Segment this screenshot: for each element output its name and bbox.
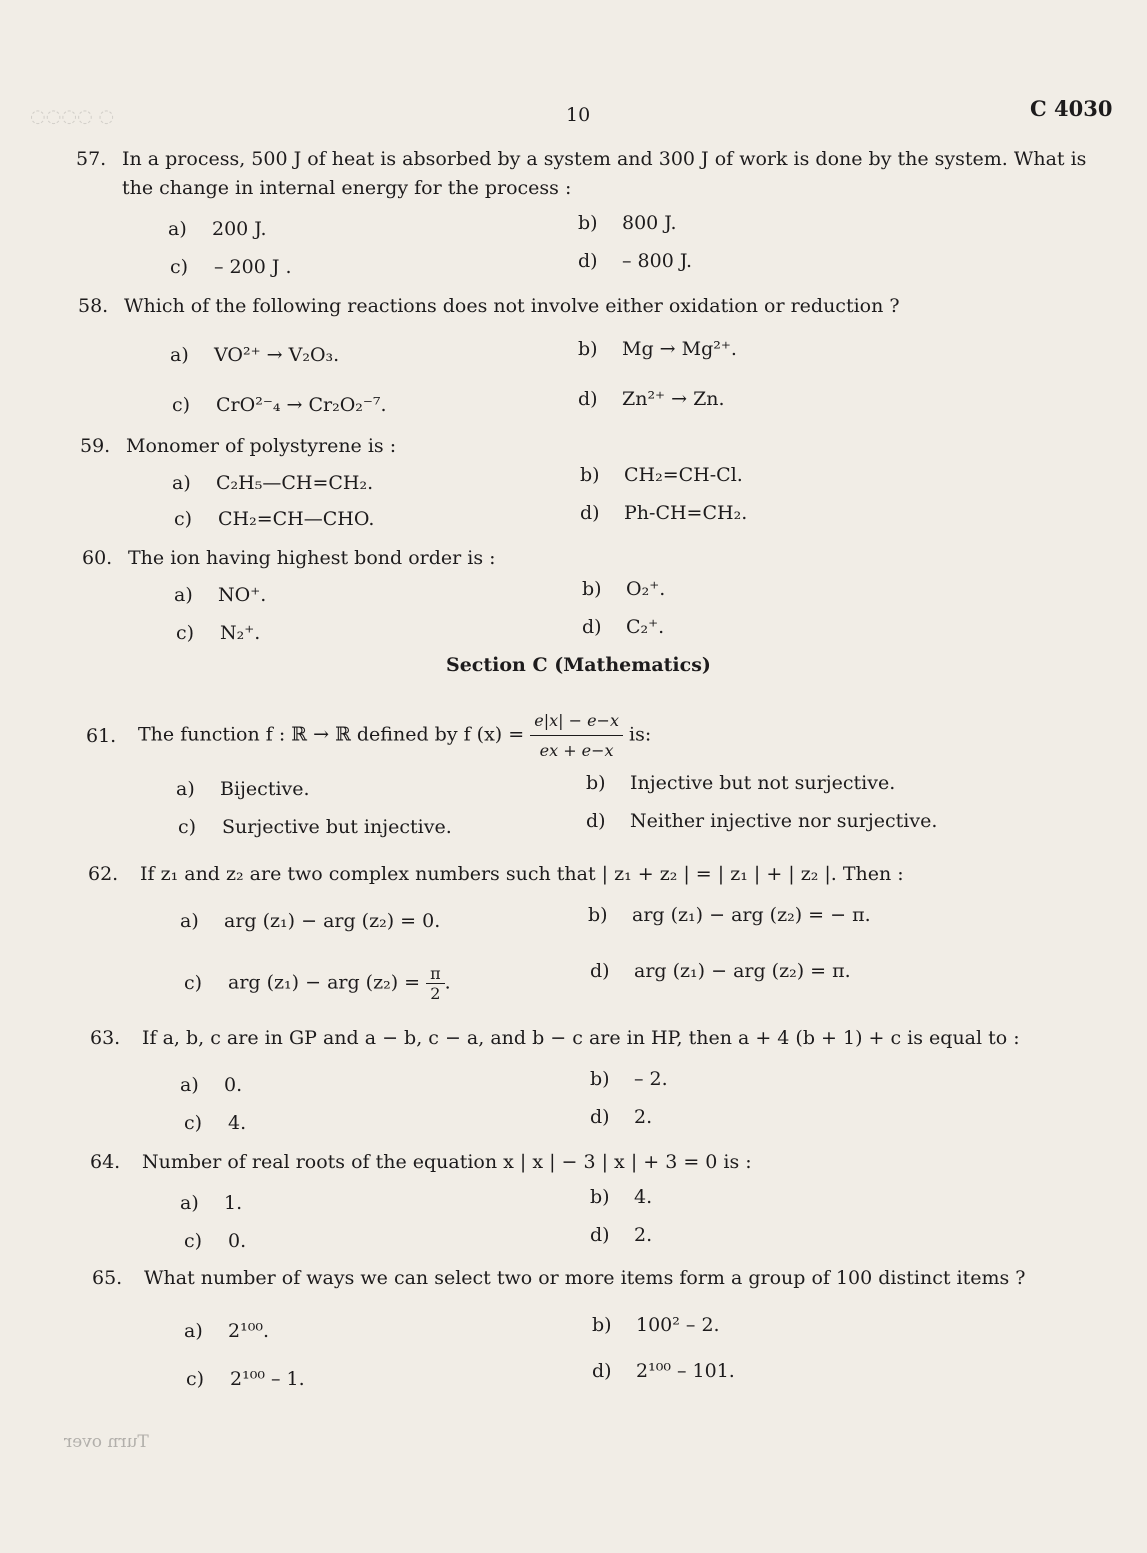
option-b: b) arg (z₁) − arg (z₂) = − π. [588,904,871,926]
option-b: b) Mg → Mg²⁺. [578,338,737,360]
option-a: a) arg (z₁) − arg (z₂) = 0. [180,910,441,932]
question-65 [92,1264,1132,1294]
question-text: Monomer of polystyrene is : [126,435,397,457]
question-61 [86,700,1126,758]
option-c: c) 2¹⁰⁰ – 1. [186,1368,305,1390]
option-d: d) 2¹⁰⁰ – 101. [592,1360,735,1382]
question-number: 65. [92,1267,123,1289]
question-57 [76,145,1116,205]
question-58 [78,292,1118,322]
option-c: c) – 200 J . [170,256,292,278]
option-a: a) 2¹⁰⁰. [184,1320,269,1342]
paper-code: C 4030 [1030,96,1113,121]
question-text: The ion having highest bond order is : [128,547,496,569]
option-b: b) 800 J. [578,212,677,234]
question-number: 60. [82,547,113,569]
question-number: 64. [90,1151,121,1173]
option-b: b) 4. [590,1186,653,1208]
option-d: d) arg (z₁) − arg (z₂) = π. [590,960,851,982]
question-number: 63. [90,1027,121,1049]
fraction: $\frac{e|x| - e-x}{ex + e-x}$ [530,706,623,765]
question-59 [80,432,1120,462]
question-text: If z₁ and z₂ are two complex numbers such that | z₁ + z₂ | = | z₁ | + | z₂ |. Then : [140,863,904,885]
option-c: c) Surjective but injective. [178,816,452,838]
question-text: The function f : ℝ → ℝ defined by f (x) = $\frac{e|x| - e-x}{ex + e-x}$ is: [138,706,1128,765]
option-a: a) 200 J. [168,218,267,240]
option-b: b) Injective but not surjective. [586,772,896,794]
option-a: a) Bijective. [176,778,310,800]
option-c: c) 0. [184,1230,247,1252]
question-text: What number of ways we can select two or more items form a group of 100 distinct items ? [144,1267,1026,1289]
page-number: 10 [566,104,591,126]
question-text: Which of the following reactions does not involve either oxidation or reduction ? [124,295,900,317]
option-d: d) Neither injective nor surjective. [586,810,938,832]
option-c: c) CH₂=CH—CHO. [174,508,375,530]
question-63 [90,1024,1130,1054]
bleed-through-mark: ◌◌◌◌ ◌ [30,106,115,127]
option-a: a) NO⁺. [174,584,267,606]
section-title: Section C (Mathematics) [446,654,711,676]
option-b: b) O₂⁺. [582,578,666,600]
option-d: d) Ph-CH=CH₂. [580,502,748,524]
question-number: 58. [78,295,109,317]
question-number: 59. [80,435,111,457]
question-60 [82,544,1122,574]
option-c: c) 4. [184,1112,247,1134]
option-d: d) C₂⁺. [582,616,665,638]
question-62 [88,860,1128,890]
option-d: d) 2. [590,1106,653,1128]
option-d: d) 2. [590,1224,653,1246]
option-a: a) 0. [180,1074,243,1096]
option-c: c) arg (z₁) − arg (z₂) = $\frac{\pi}{2}$ . [184,964,451,1003]
question-text: Number of real roots of the equation x | x | − 3 | x | + 3 = 0 is : [142,1151,752,1173]
option-a: a) VO²⁺ → V₂O₃. [170,344,340,366]
question-text: In a process, 500 J of heat is absorbed by a system and 300 J of work is done by the system. What is the change in internal energy for the process : [122,148,1087,199]
turn-over-note: Turn over [64,1432,149,1452]
option-b: b) 100² – 2. [592,1314,720,1336]
option-c: c) N₂⁺. [176,622,261,644]
option-b: b) – 2. [590,1068,668,1090]
option-d: d) Zn²⁺ → Zn. [578,388,725,410]
question-text: If a, b, c are in GP and a − b, c − a, and b − c are in HP, then a + 4 (b + 1) + c is equal to : [142,1027,1020,1049]
option-c: c) CrO²⁻₄ → Cr₂O₂⁻⁷. [172,394,387,416]
question-number: 61. [86,725,117,747]
question-64 [90,1148,1130,1178]
option-a: a) C₂H₅—CH=CH₂. [172,472,374,494]
option-d: d) – 800 J. [578,250,693,272]
option-a: a) 1. [180,1192,243,1214]
question-number: 57. [76,148,107,170]
option-b: b) CH₂=CH-Cl. [580,464,743,486]
question-number: 62. [88,863,119,885]
